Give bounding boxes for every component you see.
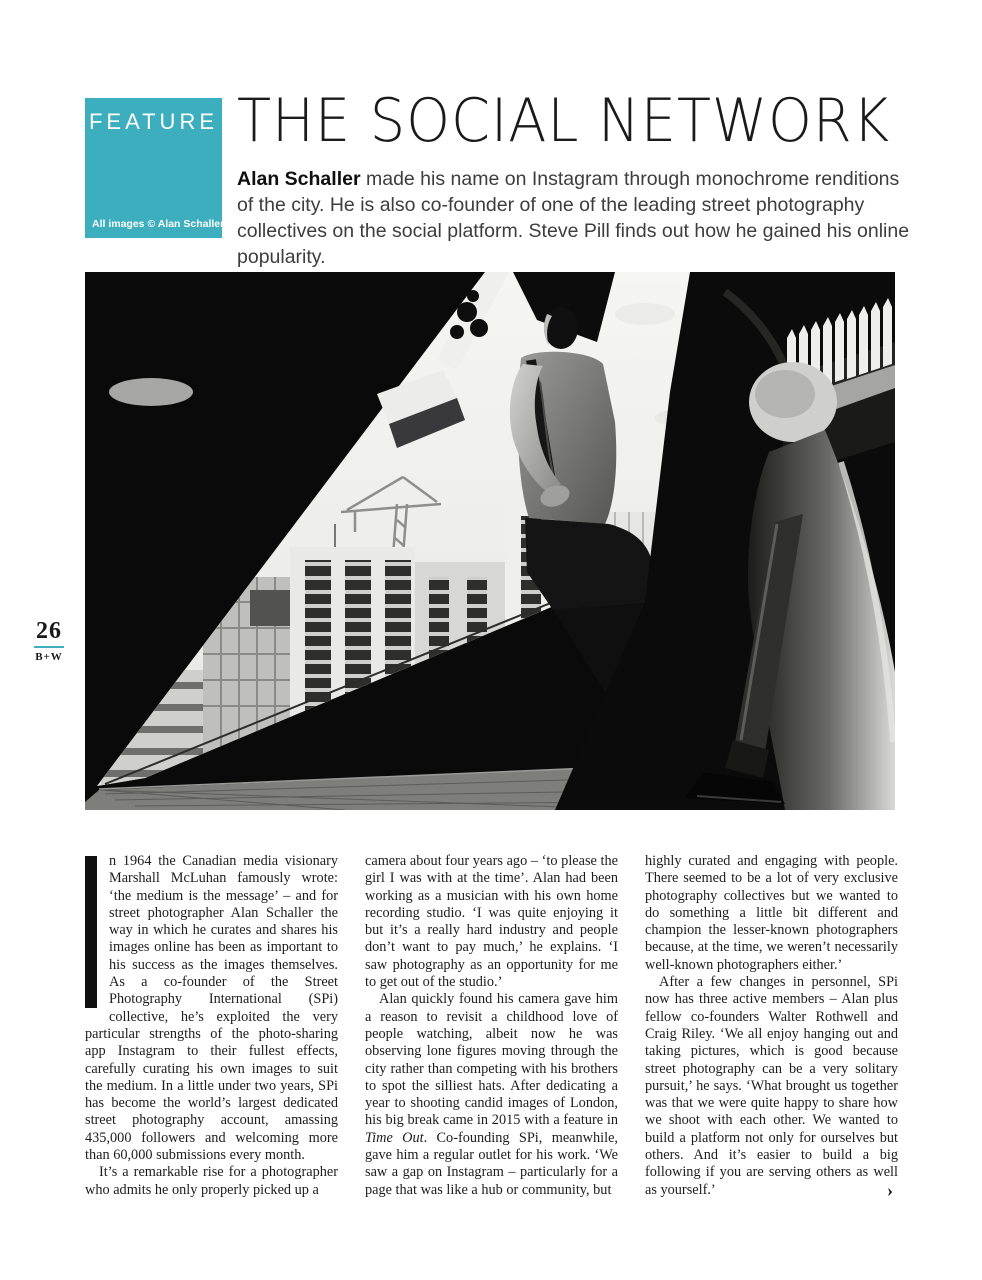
article-paragraph: highly curated and engaging with people. There seemed to be a lot of very exclusive photography collectives but we wanted to do something a little bit different and champion the lesser-known photographers because, at the time, we weren’t necessarily well-known photographers either.’ — [645, 853, 898, 973]
intro-paragraph — [237, 166, 917, 271]
article-body — [85, 853, 899, 1205]
article-columns — [85, 853, 899, 1199]
article-paragraph: Alan quickly found his camera gave him a reason to revisit a childhood love of people watching, albeit now he was observing lone figures moving through the city rather than competing with his brothers to spot the silliest hats. After dedicating a year to shooting candid images of London, his big break came in 2015 with a feature in Time Out. Co-founding SPi, meanwhile, gave him a regular outlet for his work. ‘We saw a gap on Instagram – particularly for a page that was like a hub or community, but — [365, 991, 618, 1198]
article-paragraph: n 1964 the Canadian media visionary Marshall McLuhan famously wrote: ‘the medium is the message’ – and for street photographer Alan Schaller the way in which he curates and shares his images online has been as important to his success as the images themselves. As a co-founder of the Street Photography International (SPi) collective, he’s exploited the very particular strengths of the photo-sharing app Instagram to their fullest effects, carefully curating his own images to suit the medium. In a little under two years, SPi has become the world’s largest dedicated street photography account, amassing 435,000 followers and welcoming more than 60,000 submissions every month. — [85, 853, 338, 1164]
continuation-arrow-icon: › — [887, 1180, 893, 1200]
folio — [26, 618, 72, 663]
image-credit: All images © Alan Schaller — [92, 218, 225, 230]
article-paragraph: It’s a remarkable rise for a photographer who admits he only properly picked up a — [85, 1164, 338, 1198]
drop-cap-i — [85, 856, 97, 1008]
folio-rule — [34, 646, 64, 648]
article-paragraph: camera about four years ago – ‘to please the girl I was with at the time’. Alan had been working as a musician with his own home recording studio. ‘I was quite enjoying it but it’s a really hard industry and people don’t want to pay much,’ he explains. ‘I saw photography as an opportunity for me to get out of the studio.’ — [365, 853, 618, 991]
article-column — [645, 853, 898, 1199]
feature-box — [85, 98, 225, 238]
magazine-name: B+W — [35, 651, 63, 663]
feature-label: FEATURE — [88, 109, 219, 134]
page-title: THE SOCIAL NETWORK — [237, 86, 891, 156]
article-paragraph: After a few changes in personnel, SPi now has three active members – Alan plus fellow co-founders Walter Rothwell and Craig Riley. ‘We all enjoy hanging out and taking pictures, which is good because street photography can be a very solitary pursuit,’ he says. ‘What brought us together was that we were quite happy to share how we shoot with each other. We wanted to build a platform not only for ourselves but others. And it’s easier to build a big following if you are serving others as well as yourself.’ — [645, 974, 898, 1198]
intro-author-name: Alan Schaller — [237, 168, 361, 190]
article-column — [365, 853, 618, 1199]
article-column — [85, 853, 338, 1199]
feature-photo — [85, 272, 895, 810]
intro-text: made his name on Instagram through monochrome renditions of the city. He is also co-founder of one of the leading street photography collectives on the social platform. Steve Pill finds out how he gained his online popularity. — [237, 168, 910, 269]
page-number: 26 — [36, 618, 62, 644]
